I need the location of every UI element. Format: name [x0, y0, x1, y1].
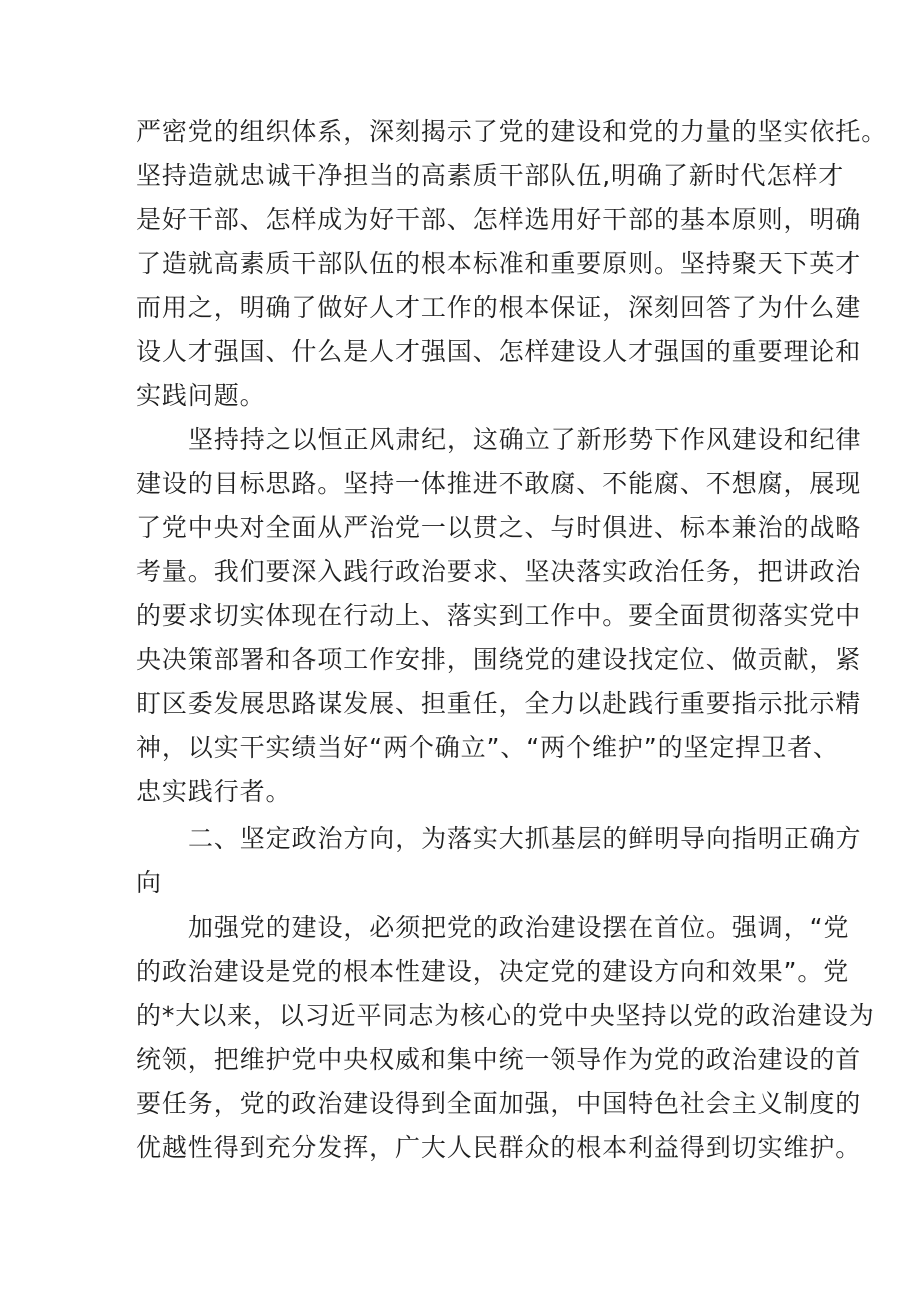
paragraph-line: 的要求切实体现在行动上、落实到工作中。要全面贯彻落实党中 — [136, 601, 862, 630]
paragraph-line: 的*大以来，以习近平同志为核心的党中央坚持以党的政治建设为 — [136, 1001, 875, 1030]
paragraph-line: 加强党的建设，必须把党的政治建设摆在首位。强调，“党 — [188, 913, 850, 942]
paragraph-line: 优越性得到充分发挥，广大人民群众的根本利益得到切实维护。 — [136, 1133, 862, 1162]
paragraph-line: 忠实践行者。 — [136, 777, 292, 806]
paragraph-line: 要任务，党的政治建设得到全面加强，中国特色社会主义制度的 — [136, 1089, 862, 1118]
paragraph-line: 盯区委发展思路谋发展、担重任，全力以赴践行重要指示批示精 — [136, 689, 862, 718]
paragraph-line: 而用之，明确了做好人才工作的根本保证，深刻回答了为什么建 — [136, 293, 862, 322]
paragraph-line: 了党中央对全面从严治党一以贯之、与时俱进、标本兼治的战略 — [136, 513, 862, 542]
paragraph-line: 坚持造就忠诚干净担当的高素质干部队伍,明确了新时代怎样才 — [136, 161, 845, 190]
section-heading-line: 向 — [136, 868, 162, 897]
paragraph-line: 实践问题。 — [136, 381, 266, 410]
paragraph-line: 央决策部署和各项工作安排，围绕党的建设找定位、做贡献，紧 — [136, 645, 862, 674]
paragraph-line: 了造就高素质干部队伍的根本标准和重要原则。坚持聚天下英才 — [136, 249, 862, 278]
paragraph-line: 的政治建设是党的根本性建设，决定党的建设方向和效果”。党 — [136, 957, 850, 986]
paragraph-line: 严密党的组织体系，深刻揭示了党的建设和党的力量的坚实依托。 — [136, 117, 888, 146]
paragraph-line: 建设的目标思路。坚持一体推进不敢腐、不能腐、不想腐，展现 — [136, 469, 862, 498]
paragraph-line: 设人才强国、什么是人才强国、怎样建设人才强国的重要理论和 — [136, 337, 862, 366]
paragraph-line: 神，以实干实绩当好“两个确立”、“两个维护”的坚定捍卫者、 — [136, 733, 839, 762]
paragraph-line: 统领，把维护党中央权威和集中统一领导作为党的政治建设的首 — [136, 1045, 862, 1074]
section-heading-line: 二、坚定政治方向，为落实大抓基层的鲜明导向指明正确方 — [188, 824, 862, 853]
paragraph-line: 坚持持之以恒正风肃纪，这确立了新形势下作风建设和纪律 — [188, 425, 862, 454]
paragraph-line: 是好干部、怎样成为好干部、怎样选用好干部的基本原则，明确 — [136, 205, 862, 234]
paragraph-line: 考量。我们要深入践行政治要求、坚决落实政治任务，把讲政治 — [136, 557, 862, 586]
